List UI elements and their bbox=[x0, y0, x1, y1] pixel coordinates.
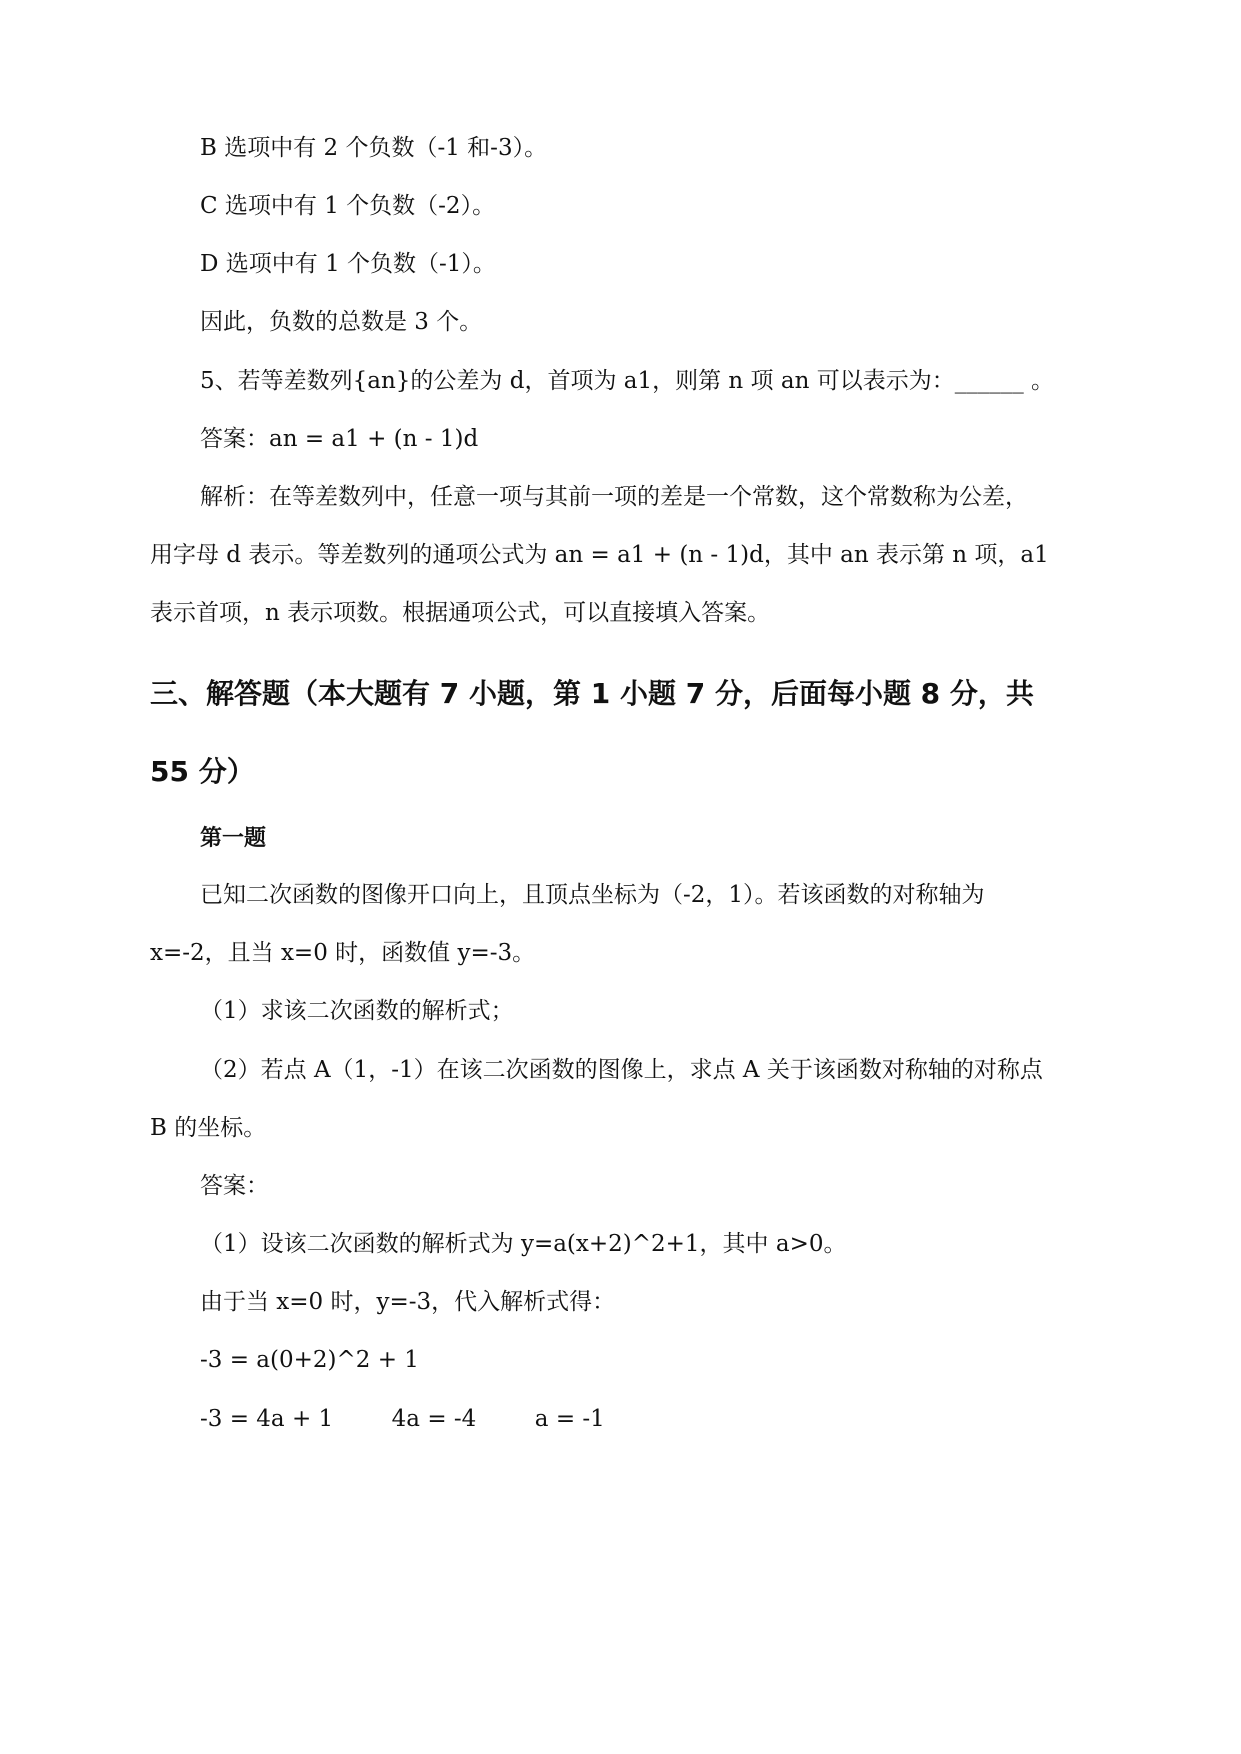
question-part-2: （2）若点 A（1，-1）在该二次函数的图像上，求点 A 关于该函数对称轴的对称点 bbox=[200, 1057, 1043, 1083]
answer-line: （1）设该二次函数的解析式为 y=a(x+2)^2+1，其中 a>0。 bbox=[200, 1231, 847, 1257]
answer-label: 答案： bbox=[200, 1173, 269, 1199]
question-part-1: （1）求该二次函数的解析式； bbox=[200, 998, 514, 1024]
section-heading: 三、解答题（本大题有 7 小题，第 1 小题 7 分，后面每小题 8 分，共 bbox=[150, 677, 1034, 710]
equation-line: -3 = 4a + 1 4a = -4 a = -1 bbox=[200, 1406, 605, 1432]
question-line: x=-2，且当 x=0 时，函数值 y=-3。 bbox=[150, 940, 536, 966]
analysis-line: 表示首项，n 表示项数。根据通项公式，可以直接填入答案。 bbox=[150, 600, 771, 626]
paragraph-line: C 选项中有 1 个负数（-2）。 bbox=[200, 193, 496, 219]
section-heading-continued: 55 分） bbox=[150, 755, 255, 788]
paragraph-line: D 选项中有 1 个负数（-1）。 bbox=[200, 251, 496, 277]
paragraph-line: B 选项中有 2 个负数（-1 和-3）。 bbox=[200, 135, 548, 161]
question-title: 第一题 bbox=[200, 826, 267, 851]
question-line: 已知二次函数的图像开口向上，且顶点坐标为（-2，1）。若该函数的对称轴为 bbox=[200, 882, 985, 908]
analysis-line: 解析：在等差数列中，任意一项与其前一项的差是一个常数，这个常数称为公差， bbox=[200, 484, 1028, 510]
question-line: B 的坐标。 bbox=[150, 1115, 267, 1141]
answer-line: 答案：an = a1 + (n - 1)d bbox=[200, 426, 479, 452]
question-5-text: 5、若等差数列{an}的公差为 d，首项为 a1，则第 n 项 an 可以表示为：______ 。 bbox=[200, 368, 1055, 394]
analysis-line: 用字母 d 表示。等差数列的通项公式为 an = a1 + (n - 1)d，其中 an 表示第 n 项，a1 bbox=[150, 542, 1049, 568]
paragraph-line: 因此，负数的总数是 3 个。 bbox=[200, 309, 483, 335]
answer-line: 由于当 x=0 时，y=-3，代入解析式得： bbox=[200, 1289, 616, 1315]
equation-line: -3 = a(0+2)^2 + 1 bbox=[200, 1347, 419, 1373]
